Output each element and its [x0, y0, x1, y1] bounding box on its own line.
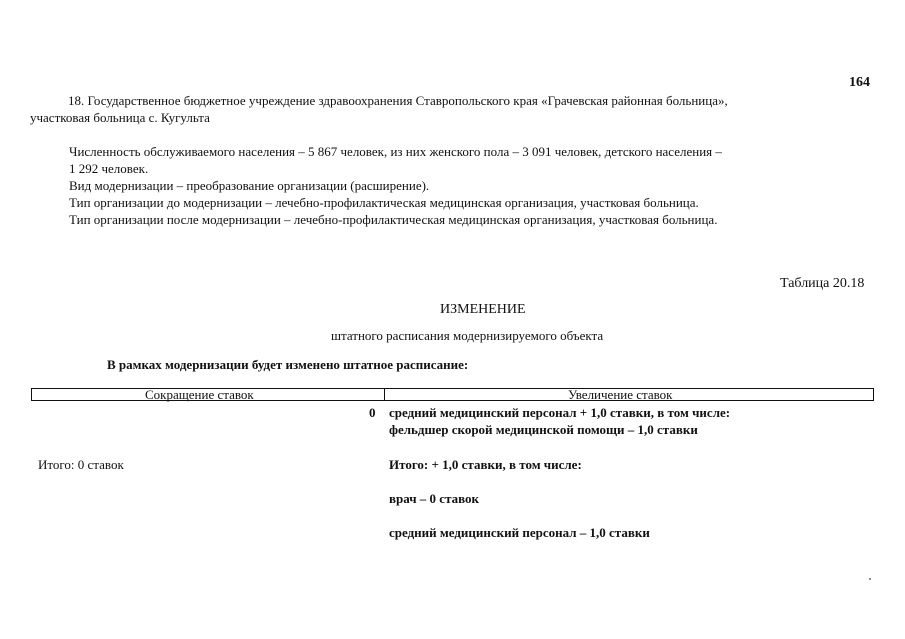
population-line-2: 1 292 человек. [69, 161, 149, 176]
column-header-increase: Увеличение ставок [568, 387, 673, 402]
intro-line-1: 18. Государственное бюджетное учреждение здравоохранения Ставропольского края «Грачевская районная больница», [68, 93, 728, 108]
reduction-total: Итого: 0 ставок [38, 457, 124, 472]
column-header-reduction: Сокращение ставок [145, 387, 254, 402]
table-subheading: штатного расписания модернизируемого объекта [331, 328, 604, 343]
table-lead-text: В рамках модернизации будет изменено штатное расписание: [107, 357, 469, 372]
organization-intro [30, 92, 860, 126]
page-number: 164 [849, 75, 870, 90]
increase-total-doctor: врач – 0 ставок [389, 491, 480, 506]
modernization-type: Вид модернизации – преобразование организации (расширение). [69, 178, 430, 193]
increase-line-1: средний медицинский персонал + 1,0 ставки, в том числе: [389, 405, 731, 420]
increase-total: Итого: + 1,0 ставки, в том числе: [389, 457, 582, 472]
table-header-divider [384, 388, 385, 401]
table-label: Таблица 20.18 [780, 276, 865, 291]
organization-type-before: Тип организации до модернизации – лечебно-профилактическая медицинская организация, участковая больница. [69, 195, 699, 210]
table-heading: ИЗМЕНЕНИЕ [440, 302, 526, 317]
organization-type-after: Тип организации после модернизации – лечебно-профилактическая медицинская организация, участковая больница. [69, 212, 718, 227]
increase-total-medical-staff: средний медицинский персонал – 1,0 ставки [389, 525, 650, 540]
organization-facts [69, 143, 722, 228]
population-line-1: Численность обслуживаемого населения – 5 867 человек, из них женского пола – 3 091 человек, детского населения – [69, 144, 722, 159]
intro-line-2: участковая больница с. Кугульта [30, 110, 210, 125]
scan-speck [869, 578, 871, 580]
reduction-value: 0 [369, 405, 376, 420]
increase-line-2: фельдшер скорой медицинской помощи – 1,0 ставки [389, 422, 698, 437]
